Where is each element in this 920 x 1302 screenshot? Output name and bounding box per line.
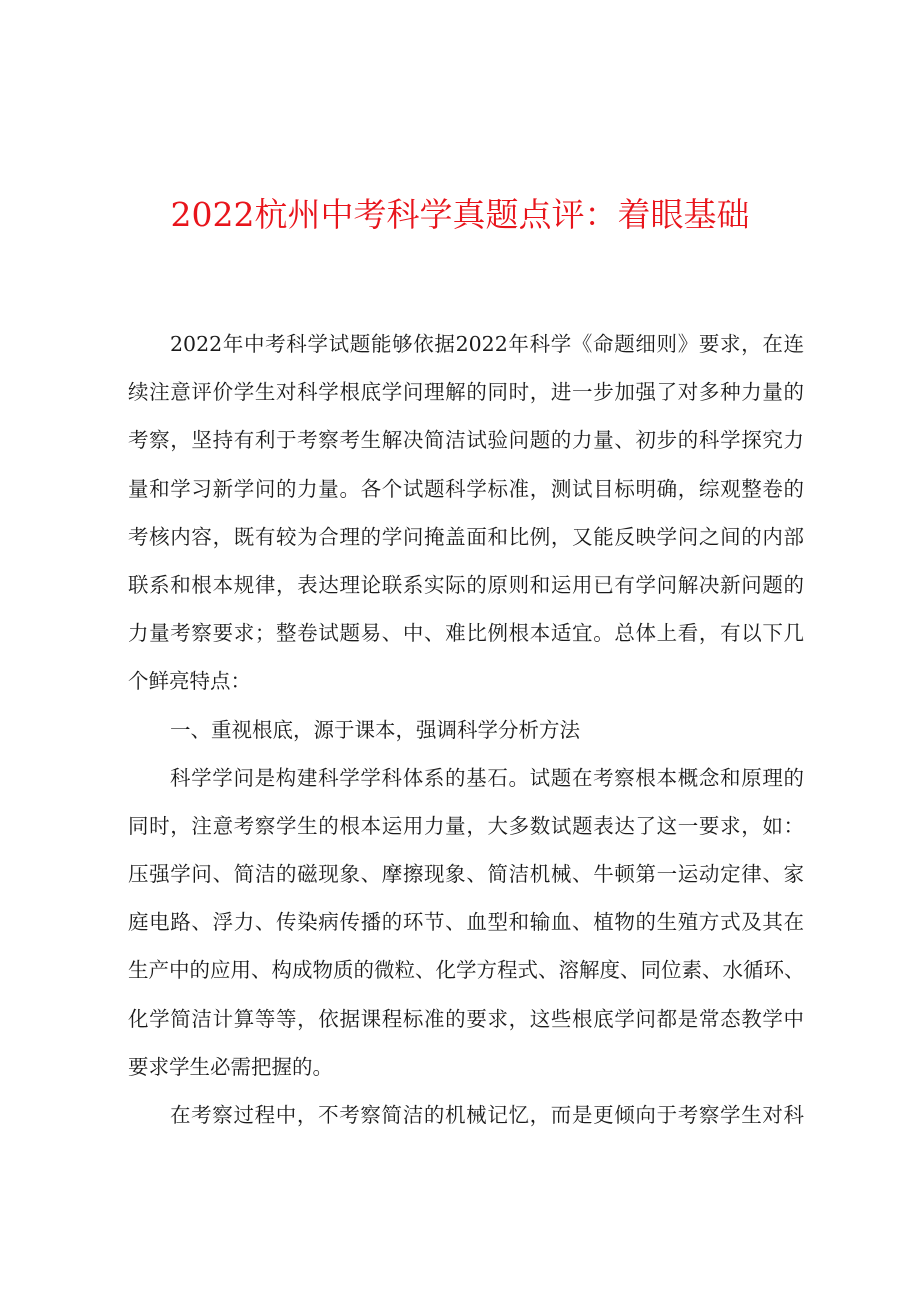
document-title: 2022杭州中考科学真题点评：着眼基础	[170, 195, 750, 234]
text-line: 化学简洁计算等等，依据课程标准的要求，这些根底学问都是常态教学中	[128, 1006, 804, 1031]
text-line: 量和学习新学问的力量。各个试题科学标准，测试目标明确，综观整卷的	[128, 476, 804, 501]
text-line: 压强学问、简洁的磁现象、摩擦现象、简洁机械、牛顿第一运动定律、家	[128, 862, 804, 887]
text-line: 同时，注意考察学生的根本运用力量，大多数试题表达了这一要求，如：	[128, 813, 804, 838]
text-line: 科学学问是构建科学学科体系的基石。试题在考察根本概念和原理的	[170, 765, 804, 790]
text-line: 生产中的应用、构成物质的微粒、化学方程式、溶解度、同位素、水循环、	[128, 958, 805, 983]
text-line: 考核内容，既有较为合理的学问掩盖面和比例，又能反映学问之间的内部	[128, 524, 804, 549]
text-line: 力量考察要求；整卷试题易、中、难比例根本适宜。总体上看，有以下几	[128, 621, 804, 646]
text-line: 续注意评价学生对科学根底学问理解的同时，进一步加强了对多种力量的	[128, 380, 804, 405]
text-line: 考察，坚持有利于考察考生解决简洁试验问题的力量、初步的科学探究力	[128, 428, 804, 453]
text-line: 联系和根本规律，表达理论联系实际的原则和运用已有学问解决新问题的	[128, 572, 804, 597]
text-line: 在考察过程中，不考察简洁的机械记忆，而是更倾向于考察学生对科	[170, 1103, 804, 1127]
text-line: 要求学生必需把握的。	[128, 1054, 333, 1079]
paragraph	[128, 1093, 804, 1141]
text-line: 庭电路、浮力、传染病传播的环节、血型和输血、植物的生殖方式及其在	[128, 910, 804, 935]
document-body	[128, 322, 804, 1141]
paragraph	[128, 756, 804, 1093]
text-line: 2022年中考科学试题能够依据2022年科学《命题细则》要求，在连	[170, 332, 804, 356]
section-heading	[128, 708, 804, 756]
text-line: 个鲜亮特点：	[128, 669, 251, 694]
text-line: 一、重视根底，源于课本，强调科学分析方法	[170, 717, 580, 742]
paragraph	[128, 322, 804, 708]
